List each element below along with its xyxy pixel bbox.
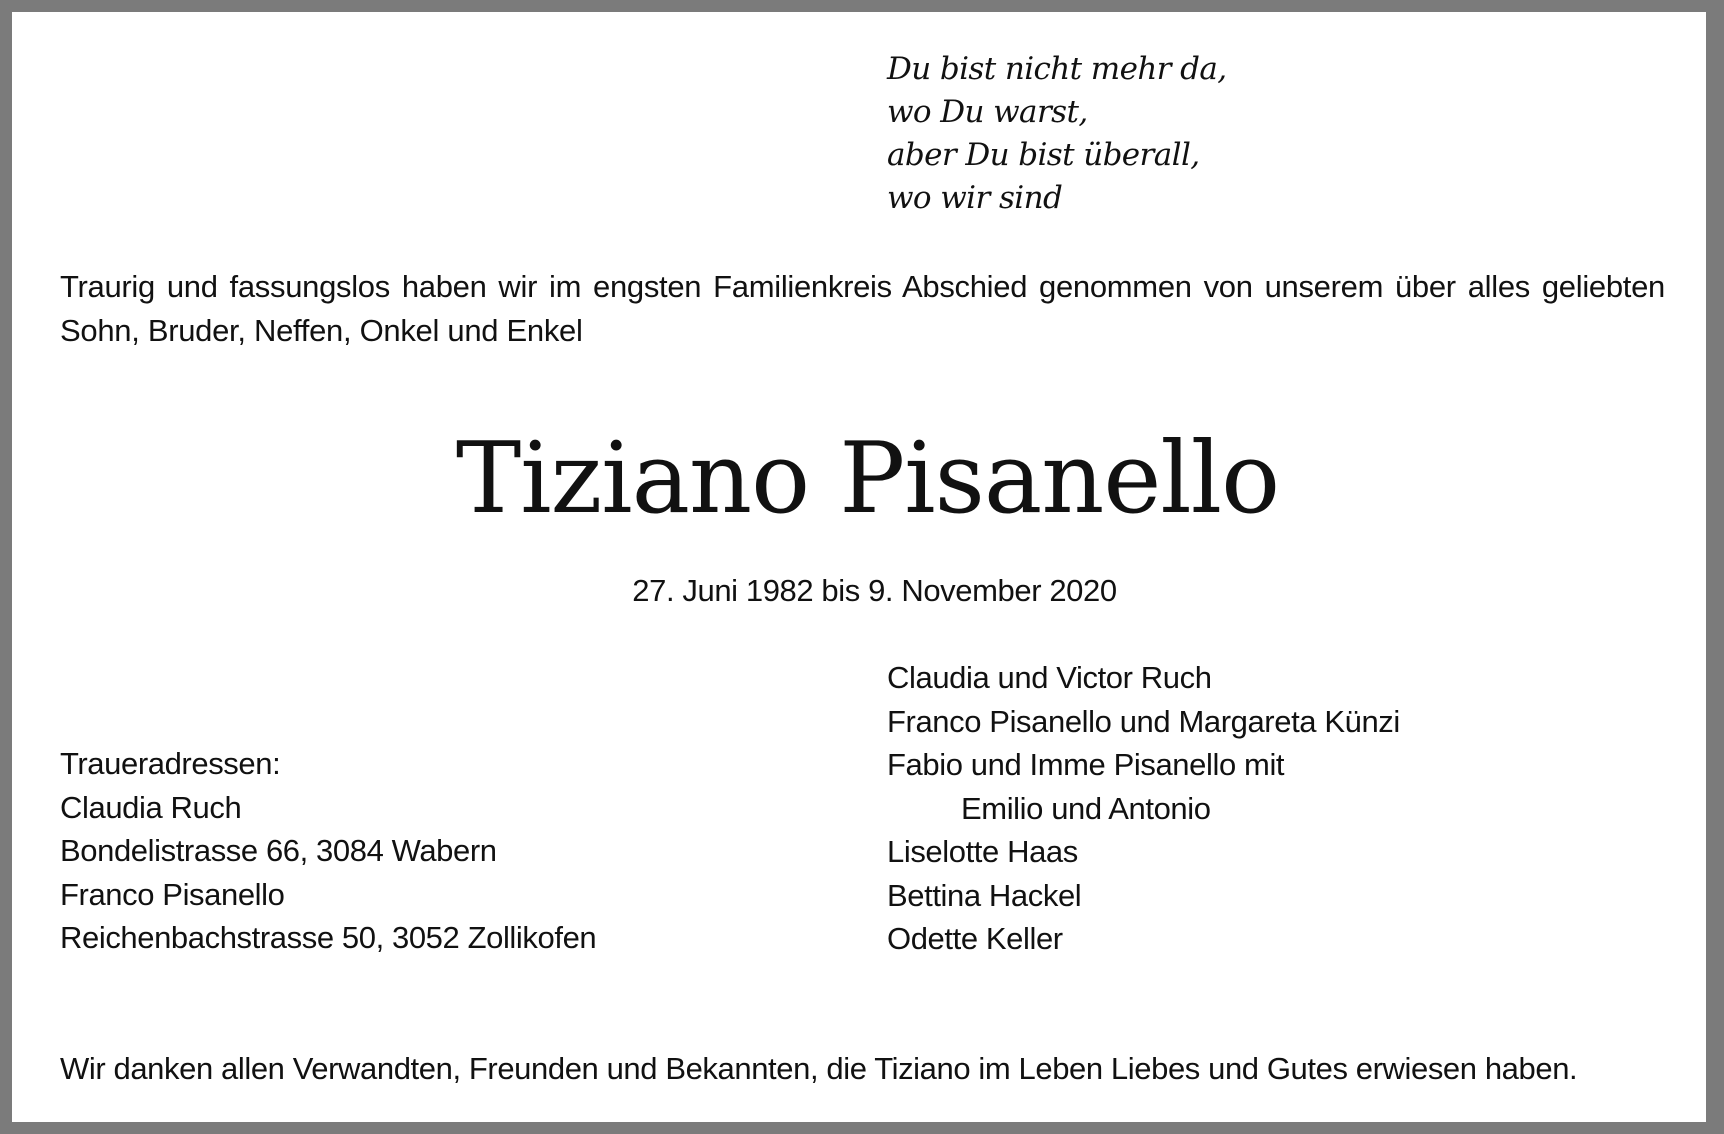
poem-line: Du bist nicht mehr da, [887, 51, 1227, 87]
address-line: Claudia Ruch [60, 789, 242, 825]
obituary-notice [60, 0, 1665, 1134]
address-line: Reichenbachstrasse 50, 3052 Zollikofen [60, 920, 597, 955]
mourning-addresses [60, 742, 596, 960]
family-line: Franco Pisanello und Margareta Künzi [887, 703, 1400, 739]
poem-line: wo wir sind [887, 180, 1063, 216]
closing-thanks: Wir danken allen Verwandten, Freunden und Bekannten, die Tiziano im Leben Liebes und Gutes erwiesen haben. [60, 1051, 1578, 1086]
address-line: Bondelistrasse 66, 3084 Wabern [60, 833, 497, 868]
family-line: Claudia und Victor Ruch [887, 660, 1212, 695]
poem-line: aber Du bist überall, [887, 137, 1200, 173]
intro-text: Traurig und fassungslos haben wir im engsten Familienkreis Abschied genommen von unserem über alles geliebten Sohn, Bruder, Neffen, Onkel und Enkel [60, 269, 1665, 348]
life-dates: 27. Juni 1982 bis 9. November 2020 [632, 573, 1117, 608]
family-line: Liselotte Haas [887, 834, 1078, 869]
family-line: Emilio und Antonio [961, 790, 1211, 826]
family-line: Fabio und Imme Pisanello mit [887, 747, 1285, 782]
address-line: Franco Pisanello [60, 876, 285, 912]
poem [887, 48, 1227, 220]
family-line: Bettina Hackel [887, 877, 1082, 913]
deceased-name: Tiziano Pisanello [455, 422, 1280, 536]
family-members [887, 656, 1400, 961]
family-line: Odette Keller [887, 921, 1063, 956]
address-heading: Traueradressen: [60, 746, 281, 781]
poem-line: wo Du warst, [887, 94, 1088, 130]
